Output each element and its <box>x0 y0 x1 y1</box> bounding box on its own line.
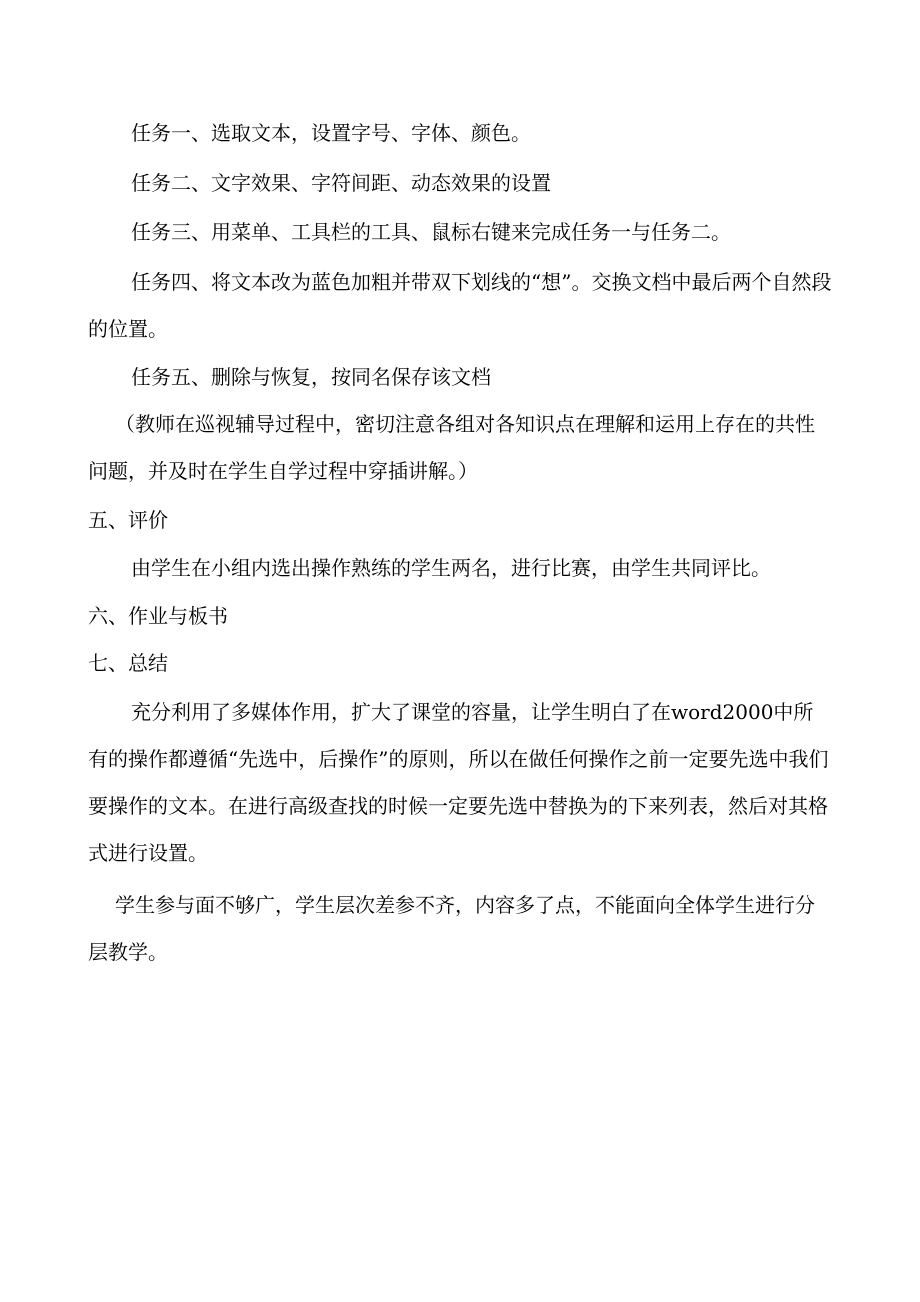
task-two-paragraph: 任务二、文字效果、字符间距、动态效果的设置 <box>131 171 551 195</box>
summary-paragraph: 充分利用了多媒体作用，扩大了课堂的容量，让学生明白了在word2000中所有的操作都遵循“先选中，后操作”的原则，所以在做任何操作之前一定要先选中我们要操作的文本。在进行高级查找的时候一定要先选中替换为的下来列表，然后对其格式进行设置。 <box>88 700 829 865</box>
task-three-paragraph: 任务三、用菜单、工具栏的工具、鼠标右键来完成任务一与任务二。 <box>131 220 731 244</box>
teacher-note-paragraph: （教师在巡视辅导过程中，密切注意各组对各知识点在理解和运用上存在的共性问题，并及时在学生自学过程中穿插讲解。） <box>88 412 815 483</box>
section-heading-summary: 七、总结 <box>88 651 168 675</box>
section-heading-evaluation: 五、评价 <box>88 508 168 532</box>
task-one-paragraph: 任务一、选取文本，设置字号、字体、颜色。 <box>131 121 531 145</box>
section-heading-homework: 六、作业与板书 <box>88 604 228 628</box>
task-four-paragraph: 任务四、将文本改为蓝色加粗并带双下划线的“想”。交换文档中最后两个自然段的位置。 <box>88 270 832 341</box>
evaluation-paragraph: 由学生在小组内选出操作熟练的学生两名，进行比赛，由学生共同评比。 <box>131 556 771 580</box>
task-five-paragraph: 任务五、删除与恢复，按同名保存该文档 <box>131 365 491 389</box>
reflection-paragraph: 学生参与面不够广，学生层次差参不齐，内容多了点，不能面向全体学生进行分层教学。 <box>88 893 815 964</box>
